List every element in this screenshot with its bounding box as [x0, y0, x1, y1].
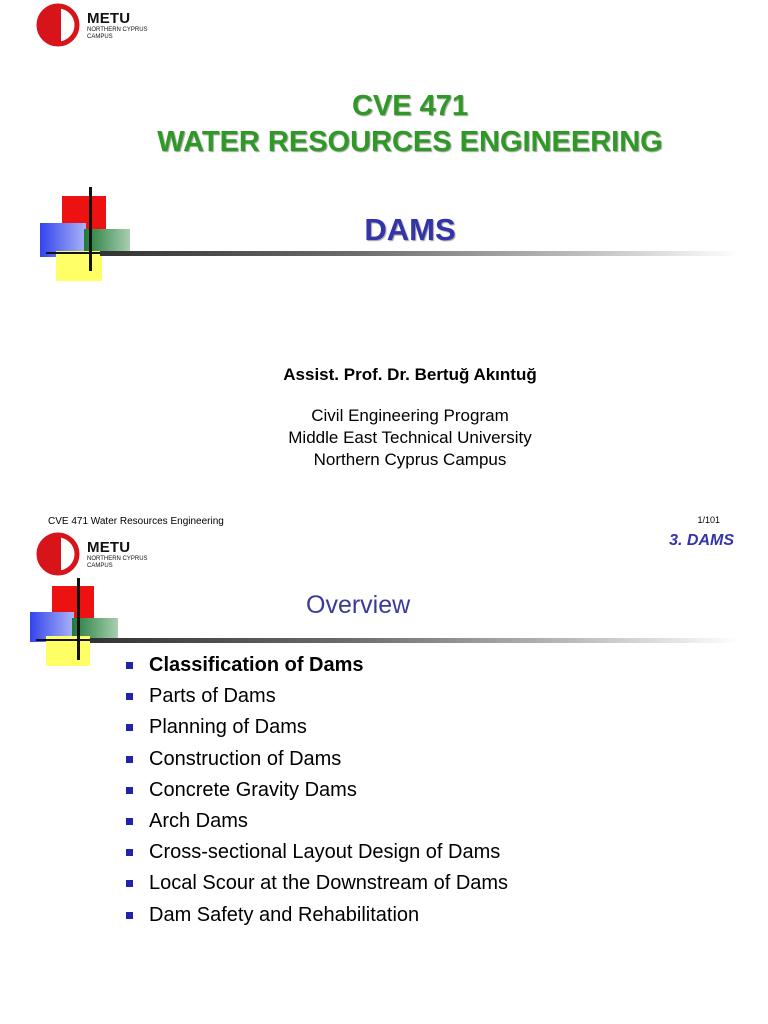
vertical-rule [77, 578, 80, 660]
list-item [126, 714, 508, 745]
metu-logo-icon [34, 3, 84, 47]
author-name: Assist. Prof. Dr. Bertuğ Akıntuğ [283, 365, 537, 384]
logo-subtitle-line2: CAMPUS [87, 563, 113, 569]
metu-logo [34, 3, 164, 51]
list-item-label: Arch Dams [149, 809, 248, 832]
overview-heading: Overview [306, 591, 411, 619]
bullet-icon [126, 693, 133, 700]
bullet-icon [126, 787, 133, 794]
affiliation-line: Middle East Technical University [288, 428, 532, 447]
list-item-label: Planning of Dams [149, 716, 307, 739]
list-item-label: Concrete Gravity Dams [149, 778, 357, 801]
list-item [126, 902, 508, 933]
affiliation-line: Civil Engineering Program [311, 406, 509, 425]
list-item-label: Dam Safety and Rehabilitation [149, 903, 420, 926]
logo-name: METU [87, 539, 131, 556]
bullet-icon [126, 849, 133, 856]
bullet-icon [126, 912, 133, 919]
list-item [126, 683, 508, 714]
list-item [126, 839, 508, 870]
logo-name: METU [87, 10, 131, 27]
affiliation-line: Northern Cyprus Campus [313, 450, 507, 469]
list-item-label: Classification of Dams [149, 654, 364, 676]
page-number: 1/101 [697, 515, 720, 525]
slide-footer: CVE 471 Water Resources Engineering [48, 516, 224, 527]
bullet-icon [126, 724, 133, 731]
course-code: CVE 471 [351, 90, 469, 122]
bullet-icon [126, 880, 133, 887]
list-item [126, 808, 508, 839]
list-item [126, 652, 508, 683]
list-item [126, 777, 508, 808]
topic-title: DAMS [364, 212, 456, 247]
list-item-label: Parts of Dams [149, 685, 276, 708]
list-item [126, 870, 508, 901]
list-item-label: Construction of Dams [149, 747, 342, 770]
logo-subtitle-line2: CAMPUS [87, 34, 113, 40]
horizontal-rule [46, 252, 108, 254]
horizontal-rule [36, 639, 96, 641]
yellow-square [56, 251, 102, 281]
bullet-icon [126, 818, 133, 825]
list-item [126, 746, 508, 777]
logo-subtitle [87, 556, 167, 570]
metu-logo [34, 532, 164, 580]
title-underline [90, 638, 740, 643]
logo-subtitle-line1: NORTHERN CYPRUS [87, 556, 148, 562]
logo-subtitle-line1: NORTHERN CYPRUS [87, 27, 148, 33]
overview-list [126, 652, 508, 933]
title-underline [100, 251, 740, 256]
logo-subtitle [87, 27, 167, 41]
bullet-icon [126, 662, 133, 669]
course-title: WATER RESOURCES ENGINEERING [157, 126, 663, 158]
list-item-label: Local Scour at the Downstream of Dams [149, 872, 509, 895]
bullet-icon [126, 756, 133, 763]
list-item-label: Cross-sectional Layout Design of Dams [149, 841, 501, 864]
metu-logo-icon [34, 532, 84, 576]
section-label: 3. DAMS [669, 532, 734, 549]
